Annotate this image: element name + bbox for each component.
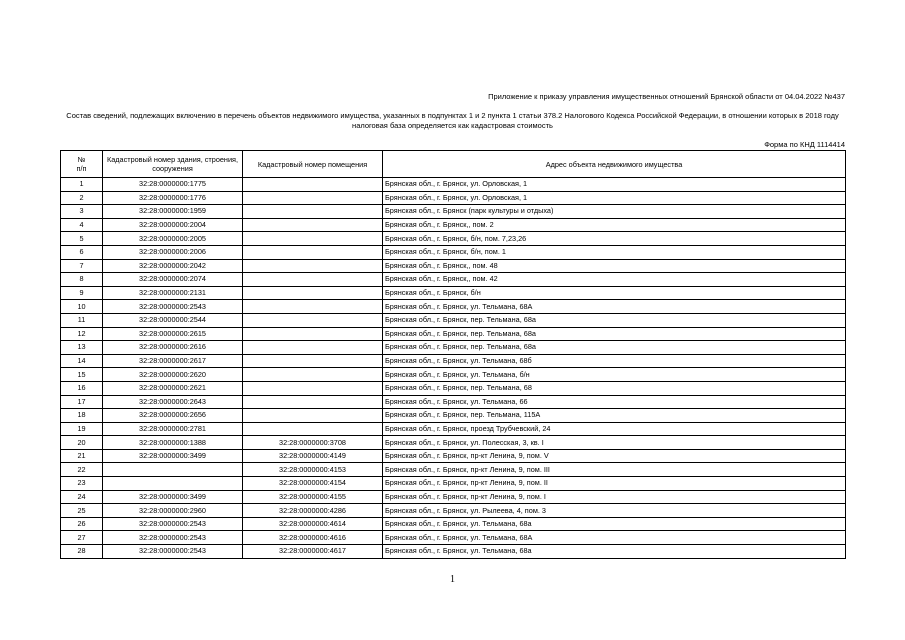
table-row [61, 368, 846, 382]
table-row [61, 490, 846, 504]
table-row [61, 232, 846, 246]
table-row [61, 422, 846, 436]
premise-cadastral-number [243, 232, 383, 246]
object-address: Брянская обл., г. Брянск (парк культуры и отдыха) [383, 205, 846, 219]
premise-cadastral-number [243, 422, 383, 436]
object-address: Брянская обл., г. Брянск,, пом. 2 [383, 218, 846, 232]
appendix-title: Приложение к приказу управления имущественных отношений Брянской области от 04.04.2022 №437 [488, 92, 845, 101]
building-cadastral-number: 32:28:0000000:2781 [103, 422, 243, 436]
premise-cadastral-number: 32:28:0000000:3708 [243, 436, 383, 450]
building-cadastral-number: 32:28:0000000:2131 [103, 286, 243, 300]
object-address: Брянская обл., г. Брянск, ул. Тельмана, 68А [383, 300, 846, 314]
building-cadastral-number: 32:28:0000000:2074 [103, 273, 243, 287]
building-cadastral-number: 32:28:0000000:2616 [103, 341, 243, 355]
row-number: 21 [61, 449, 103, 463]
row-number: 28 [61, 545, 103, 559]
column-header-building-cadastral: Кадастровый номер здания, строения, сооружения [103, 151, 243, 178]
form-code: Форма по КНД 1114414 [764, 140, 845, 149]
row-number: 5 [61, 232, 103, 246]
table-header-row [61, 151, 846, 178]
premise-cadastral-number: 32:28:0000000:4614 [243, 517, 383, 531]
premise-cadastral-number [243, 313, 383, 327]
row-number: 6 [61, 245, 103, 259]
table-row [61, 545, 846, 559]
row-number: 11 [61, 313, 103, 327]
object-address: Брянская обл., г. Брянск, ул. Тельмана, 66 [383, 395, 846, 409]
premise-cadastral-number [243, 273, 383, 287]
premise-cadastral-number [243, 409, 383, 423]
object-address: Брянская обл., г. Брянск, проезд Трубчевский, 24 [383, 422, 846, 436]
row-number: 20 [61, 436, 103, 450]
row-number: 1 [61, 178, 103, 192]
row-number: 10 [61, 300, 103, 314]
table-row [61, 381, 846, 395]
object-address: Брянская обл., г. Брянск, ул. Тельмана, 68а [383, 517, 846, 531]
building-cadastral-number: 32:28:0000000:2543 [103, 517, 243, 531]
object-address: Брянская обл., г. Брянск, пер. Тельмана, 68а [383, 327, 846, 341]
column-header-premise-cadastral: Кадастровый номер помещения [243, 151, 383, 178]
building-cadastral-number: 32:28:0000000:2543 [103, 300, 243, 314]
object-address: Брянская обл., г. Брянск, пр-кт Ленина, 9, пом. II [383, 477, 846, 491]
object-address: Брянская обл., г. Брянск, пр-кт Ленина, 9, пом. V [383, 449, 846, 463]
table-row [61, 341, 846, 355]
premise-cadastral-number [243, 218, 383, 232]
object-address: Брянская обл., г. Брянск, пер. Тельмана, 68а [383, 341, 846, 355]
row-number: 4 [61, 218, 103, 232]
table-row [61, 354, 846, 368]
row-number: 19 [61, 422, 103, 436]
column-header-number: № п/п [61, 151, 103, 178]
building-cadastral-number: 32:28:0000000:2620 [103, 368, 243, 382]
object-address: Брянская обл., г. Брянск,, пом. 48 [383, 259, 846, 273]
building-cadastral-number: 32:28:0000000:2960 [103, 504, 243, 518]
table-row [61, 395, 846, 409]
building-cadastral-number: 32:28:0000000:2615 [103, 327, 243, 341]
page-number: 1 [450, 574, 455, 585]
row-number: 12 [61, 327, 103, 341]
table-row [61, 178, 846, 192]
object-address: Брянская обл., г. Брянск, пер. Тельмана, 68а [383, 313, 846, 327]
table-row [61, 327, 846, 341]
object-address: Брянская обл., г. Брянск, б/н, пом. 1 [383, 245, 846, 259]
building-cadastral-number: 32:28:0000000:2617 [103, 354, 243, 368]
row-number: 22 [61, 463, 103, 477]
table-row [61, 286, 846, 300]
table-row [61, 205, 846, 219]
premise-cadastral-number: 32:28:0000000:4154 [243, 477, 383, 491]
object-address: Брянская обл., г. Брянск, ул. Орловская, 1 [383, 178, 846, 192]
premise-cadastral-number: 32:28:0000000:4286 [243, 504, 383, 518]
building-cadastral-number: 32:28:0000000:2656 [103, 409, 243, 423]
object-address: Брянская обл., г. Брянск, ул. Тельмана, 68А [383, 531, 846, 545]
building-cadastral-number: 32:28:0000000:2042 [103, 259, 243, 273]
premise-cadastral-number [243, 354, 383, 368]
row-number: 17 [61, 395, 103, 409]
row-number: 23 [61, 477, 103, 491]
row-number: 14 [61, 354, 103, 368]
premise-cadastral-number: 32:28:0000000:4149 [243, 449, 383, 463]
table-row [61, 191, 846, 205]
object-address: Брянская обл., г. Брянск, пер. Тельмана, 68 [383, 381, 846, 395]
object-address: Брянская обл., г. Брянск, б/н, пом. 7,23,26 [383, 232, 846, 246]
building-cadastral-number: 32:28:0000000:2544 [103, 313, 243, 327]
building-cadastral-number: 32:28:0000000:2643 [103, 395, 243, 409]
building-cadastral-number: 32:28:0000000:2006 [103, 245, 243, 259]
premise-cadastral-number: 32:28:0000000:4616 [243, 531, 383, 545]
object-address: Брянская обл., г. Брянск,, пом. 42 [383, 273, 846, 287]
row-number: 24 [61, 490, 103, 504]
premise-cadastral-number: 32:28:0000000:4153 [243, 463, 383, 477]
table-row [61, 259, 846, 273]
premise-cadastral-number [243, 300, 383, 314]
table-row [61, 218, 846, 232]
row-number: 26 [61, 517, 103, 531]
row-number: 15 [61, 368, 103, 382]
building-cadastral-number: 32:28:0000000:3499 [103, 449, 243, 463]
row-number: 16 [61, 381, 103, 395]
object-address: Брянская обл., г. Брянск, ул. Рылеева, 4, пом. 3 [383, 504, 846, 518]
row-number: 2 [61, 191, 103, 205]
building-cadastral-number: 32:28:0000000:3499 [103, 490, 243, 504]
table-row [61, 273, 846, 287]
premise-cadastral-number [243, 341, 383, 355]
premise-cadastral-number [243, 245, 383, 259]
row-number: 8 [61, 273, 103, 287]
table-row [61, 245, 846, 259]
table-row [61, 517, 846, 531]
row-number: 27 [61, 531, 103, 545]
table-row [61, 300, 846, 314]
row-number: 18 [61, 409, 103, 423]
row-number: 25 [61, 504, 103, 518]
premise-cadastral-number [243, 178, 383, 192]
premise-cadastral-number [243, 395, 383, 409]
column-header-address: Адрес объекта недвижимого имущества [383, 151, 846, 178]
table-body [61, 178, 846, 559]
premise-cadastral-number [243, 286, 383, 300]
row-number: 7 [61, 259, 103, 273]
premise-cadastral-number: 32:28:0000000:4617 [243, 545, 383, 559]
object-address: Брянская обл., г. Брянск, ул. Орловская, 1 [383, 191, 846, 205]
table-row [61, 531, 846, 545]
table-row [61, 409, 846, 423]
building-cadastral-number: 32:28:0000000:1959 [103, 205, 243, 219]
premise-cadastral-number [243, 205, 383, 219]
table-row [61, 504, 846, 518]
table-row [61, 449, 846, 463]
building-cadastral-number: 32:28:0000000:2004 [103, 218, 243, 232]
row-number: 13 [61, 341, 103, 355]
building-cadastral-number [103, 477, 243, 491]
table-row [61, 477, 846, 491]
table-row [61, 436, 846, 450]
object-address: Брянская обл., г. Брянск, ул. Тельмана, 68а [383, 545, 846, 559]
object-address: Брянская обл., г. Брянск, ул. Тельмана, б/н [383, 368, 846, 382]
building-cadastral-number: 32:28:0000000:2543 [103, 545, 243, 559]
object-address: Брянская обл., г. Брянск, пр-кт Ленина, 9, пом. III [383, 463, 846, 477]
premise-cadastral-number: 32:28:0000000:4155 [243, 490, 383, 504]
building-cadastral-number: 32:28:0000000:2543 [103, 531, 243, 545]
document-description: Состав сведений, подлежащих включению в перечень объектов недвижимого имущества, указанных в подпунктах 1 и 2 пункта 1 статьи 378.2 Налогового Кодекса Российской Федерации, в отношении которых в 2018 году налоговая база определяется как кадастровая стоимость [66, 111, 839, 130]
premise-cadastral-number [243, 191, 383, 205]
premise-cadastral-number [243, 259, 383, 273]
object-address: Брянская обл., г. Брянск, пер. Тельмана, 115А [383, 409, 846, 423]
premise-cadastral-number [243, 368, 383, 382]
object-address: Брянская обл., г. Брянск, пр-кт Ленина, 9, пом. I [383, 490, 846, 504]
object-address: Брянская обл., г. Брянск, ул. Полесская, 3, кв. I [383, 436, 846, 450]
property-table [60, 150, 846, 559]
premise-cadastral-number [243, 381, 383, 395]
object-address: Брянская обл., г. Брянск, ул. Тельмана, 68б [383, 354, 846, 368]
row-number: 9 [61, 286, 103, 300]
premise-cadastral-number [243, 327, 383, 341]
row-number: 3 [61, 205, 103, 219]
object-address: Брянская обл., г. Брянск, б/н [383, 286, 846, 300]
table-row [61, 463, 846, 477]
building-cadastral-number: 32:28:0000000:1388 [103, 436, 243, 450]
building-cadastral-number [103, 463, 243, 477]
building-cadastral-number: 32:28:0000000:2005 [103, 232, 243, 246]
building-cadastral-number: 32:28:0000000:2621 [103, 381, 243, 395]
table-row [61, 313, 846, 327]
building-cadastral-number: 32:28:0000000:1776 [103, 191, 243, 205]
building-cadastral-number: 32:28:0000000:1775 [103, 178, 243, 192]
